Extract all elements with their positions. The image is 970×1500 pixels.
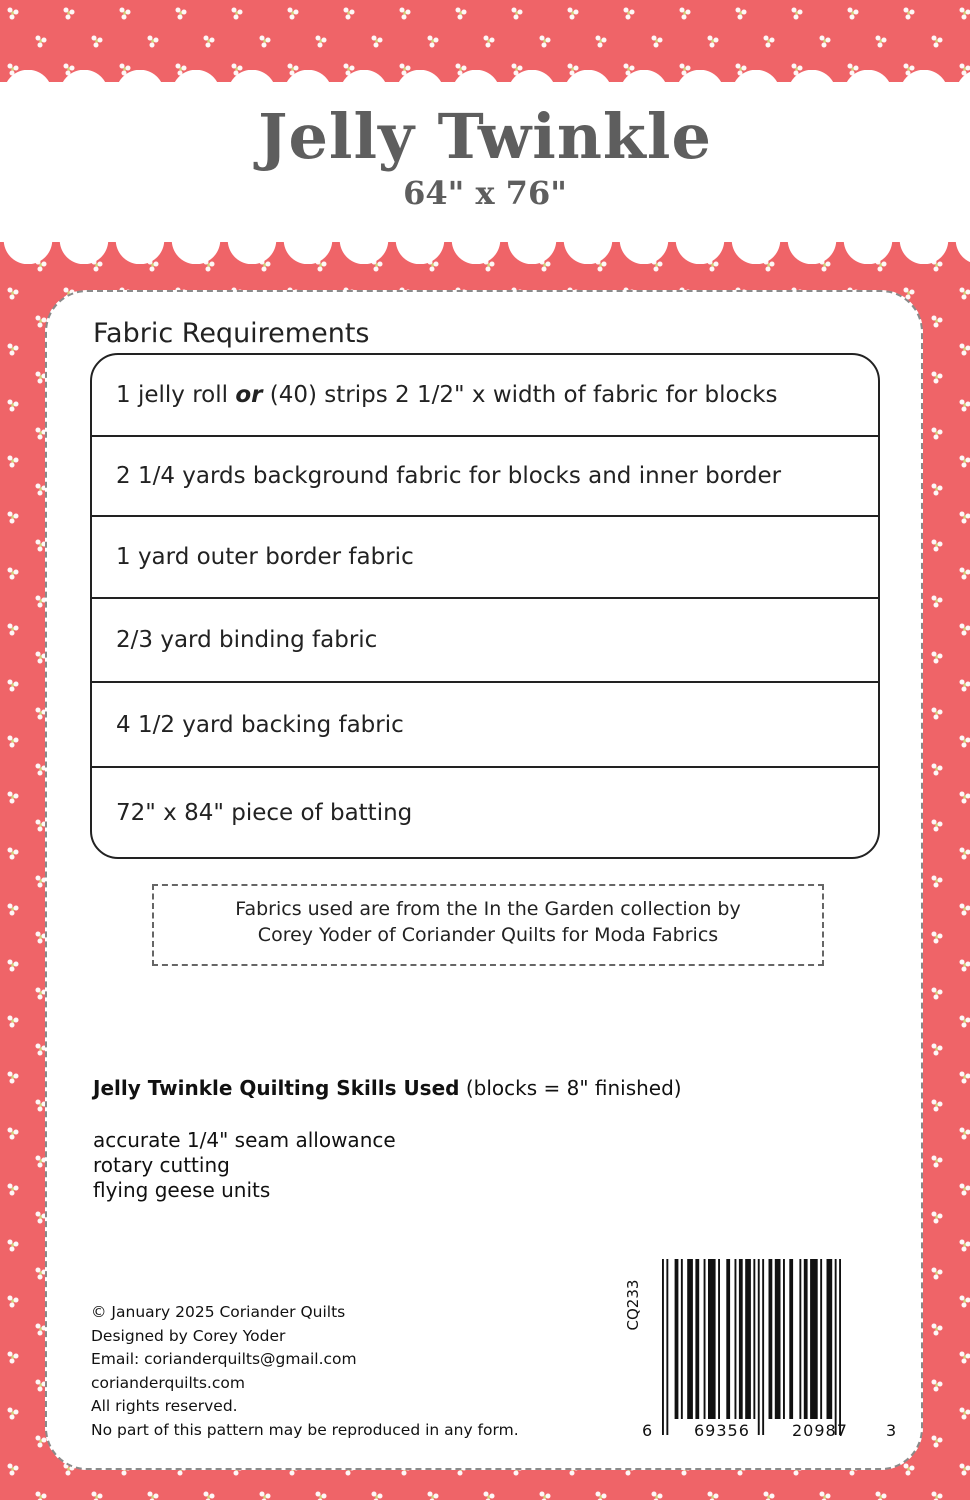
requirement-row [92, 517, 878, 599]
credit-line: © January 2025 Coriander Quilts [91, 1303, 346, 1321]
fabric-requirements-heading: Fabric Requirements [93, 318, 370, 349]
credit-line: All rights reserved. [91, 1397, 238, 1415]
barcode-bar [839, 1259, 841, 1435]
barcode-bar [775, 1259, 781, 1419]
barcode-bar [762, 1259, 764, 1435]
requirement-text: 2/3 yard binding fabric [116, 627, 378, 653]
barcode-bar [695, 1259, 699, 1419]
barcode-bar [810, 1259, 818, 1419]
barcode [624, 1256, 898, 1448]
requirement-row [92, 599, 878, 683]
barcode-bar [704, 1259, 706, 1419]
skills-heading: Jelly Twinkle Quilting Skills Used (blocks = 8" finished) [93, 1076, 682, 1100]
barcode-digit: 69356 [694, 1421, 750, 1440]
pattern-title: Jelly Twinkle [258, 100, 712, 173]
barcode-bar [745, 1259, 751, 1419]
skill-item: accurate 1/4" seam allowance [93, 1128, 396, 1152]
note-line: Fabrics used are from the In the Garden collection by [235, 898, 741, 920]
requirement-row [92, 683, 878, 768]
barcode-bar [675, 1259, 679, 1419]
barcode-bar [666, 1259, 668, 1435]
barcode-bar [708, 1259, 716, 1419]
scallop-bottom-edge [0, 240, 970, 264]
requirement-text: 72" x 84" piece of batting [116, 799, 413, 826]
barcode-bar [758, 1259, 760, 1435]
requirement-row [92, 437, 878, 517]
barcode-bar [835, 1259, 837, 1435]
credit-line: Designed by Corey Yoder [91, 1326, 286, 1345]
barcode-bar [753, 1259, 755, 1419]
barcode-bar [783, 1259, 785, 1419]
barcode-bar [799, 1259, 801, 1419]
barcode-bar [726, 1259, 730, 1419]
barcode-digit: 20987 [792, 1421, 848, 1440]
barcode-bar [662, 1259, 664, 1435]
barcode-bar [718, 1259, 720, 1419]
barcode-digit: 6 [642, 1421, 654, 1440]
barcode-bar [739, 1259, 743, 1419]
skill-item: flying geese units [93, 1178, 271, 1202]
barcode-digit: 3 [886, 1421, 898, 1440]
requirement-text: 2 1/4 yards background fabric for blocks and inner border [116, 463, 782, 489]
credit-line: No part of this pattern may be reproduced in any form. [91, 1420, 519, 1439]
barcode-bar [735, 1259, 737, 1419]
credit-line: Email: corianderquilts@gmail.com [91, 1350, 357, 1368]
barcode-bar [687, 1259, 693, 1419]
barcode-bar [820, 1259, 822, 1419]
note-line: Corey Yoder of Coriander Quilts for Moda Fabrics [257, 924, 719, 946]
quilt-size: 64" x 76" [403, 174, 567, 212]
product-code: CQ233 [624, 1279, 642, 1331]
requirement-text: 1 jelly roll or (40) strips 2 1/2" x width of fabric for blocks [116, 382, 778, 408]
requirement-text: 1 yard outer border fabric [116, 544, 414, 570]
requirement-text: 4 1/2 yard backing fabric [116, 711, 404, 738]
credit-line: corianderquilts.com [91, 1373, 245, 1392]
copyright-credits [91, 1301, 519, 1442]
barcode-bar [789, 1259, 793, 1419]
fabric-requirements-table [90, 353, 880, 859]
fabric-collection-note [152, 884, 824, 966]
requirement-row [92, 768, 878, 857]
skill-item: rotary cutting [93, 1153, 230, 1177]
requirement-row [92, 355, 878, 437]
barcode-bars [662, 1259, 894, 1439]
barcode-bar [681, 1259, 683, 1419]
barcode-bar [827, 1259, 833, 1419]
barcode-bar [804, 1259, 808, 1419]
barcode-bar [769, 1259, 773, 1419]
skills-list [93, 1128, 396, 1203]
